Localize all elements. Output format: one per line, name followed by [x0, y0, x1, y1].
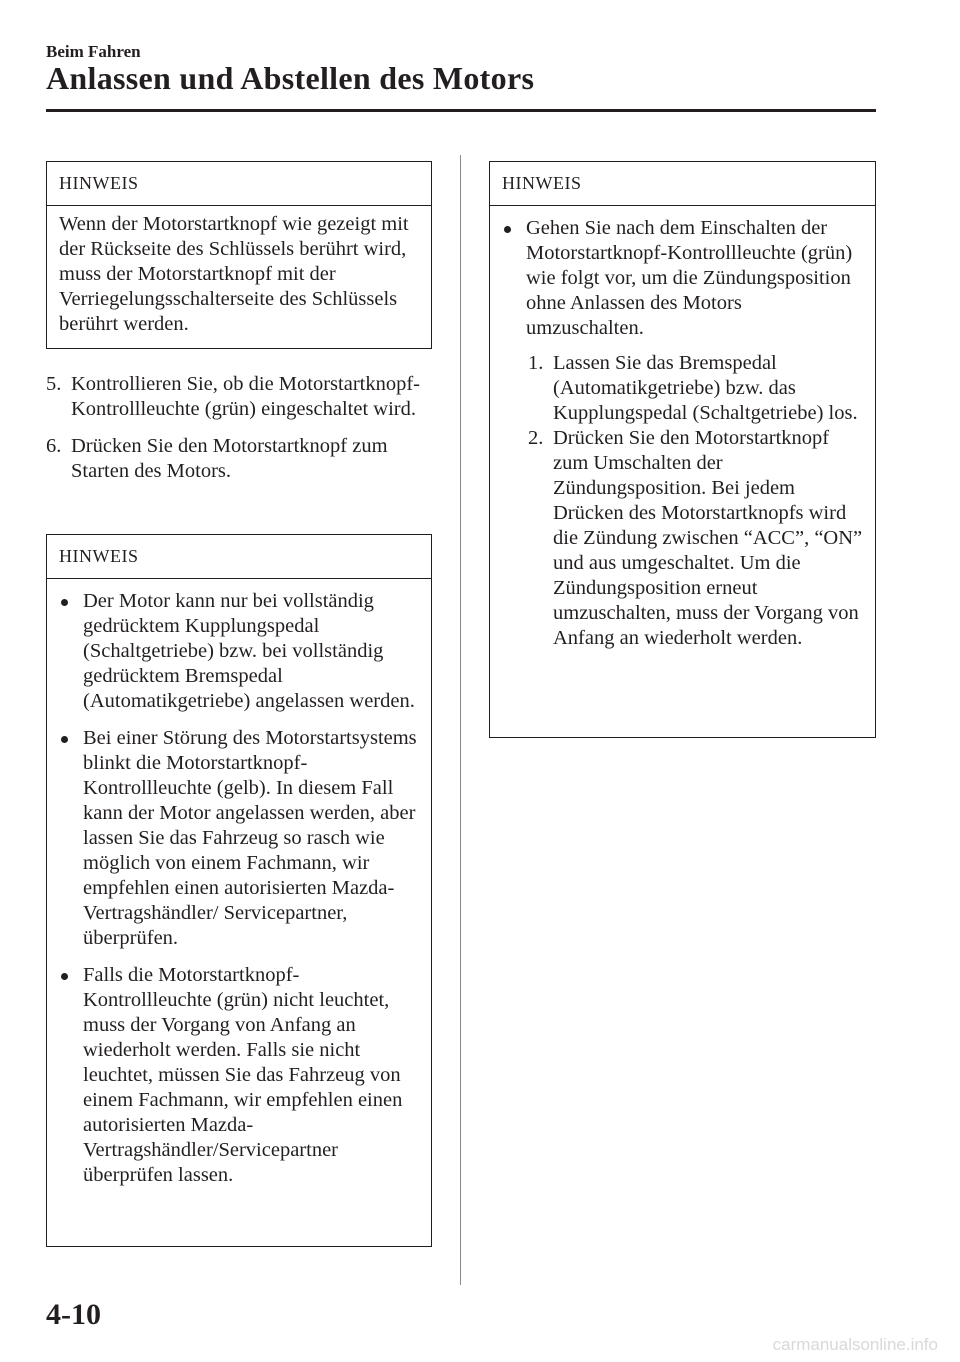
step-number: 6.: [46, 435, 62, 457]
step-item: [46, 372, 436, 422]
page-number: 4-10: [46, 1298, 101, 1331]
step-number: 1.: [528, 352, 544, 374]
step-text: Kontrollieren Sie, ob die Motorstartknopf-Kontrollleuchte (grün) eingeschaltet wird.: [71, 373, 421, 420]
bullet-text: Falls die Motorstartknopf-Kontrollleuchte (grün) nicht leuchtet, muss der Vorgang von Anfang an wiederholt werden. Falls sie nicht leuchtet, müssen Sie das Fahrzeug von einem Fachmann, wir empfehlen einen autorisierten Mazda-Vertragshändler/Servicepartner überprüfen lassen.: [83, 964, 403, 1186]
sub-steps: [526, 351, 863, 651]
bullet-dot-icon: [61, 599, 68, 606]
note-box-ignition-switching: [489, 161, 876, 738]
note-box-start-conditions: [46, 534, 432, 1247]
column-divider: [460, 155, 461, 1285]
step-number: 2.: [528, 427, 544, 449]
step-text: Drücken Sie den Motorstartknopf zum Starten des Motors.: [71, 435, 388, 482]
bullet-item: [59, 589, 419, 714]
title-rule: [46, 109, 876, 112]
bullet-dot-icon: [61, 973, 68, 980]
bullet-text: Bei einer Störung des Motorstartsystems blinkt die Motorstartknopf-Kontrollleuchte (gelb). In diesem Fall kann der Motor angelassen werden, aber lassen Sie das Fahrzeug so rasch wie möglich von einem Fachmann, wir empfehlen einen autorisierten Mazda-Vertragshändler/ Servicepartner, überprüfen.: [83, 727, 417, 949]
step-item: [528, 351, 863, 426]
step-item: [528, 426, 863, 651]
bullet-item: [59, 726, 419, 951]
step-text: Lassen Sie das Bremspedal (Automatikgetriebe) bzw. das Kupplungspedal (Schaltgetriebe) los.: [553, 352, 858, 424]
bullet-dot-icon: [504, 226, 511, 233]
note-heading: HINWEIS: [47, 535, 431, 579]
section-label: Beim Fahren: [46, 42, 141, 61]
bullet-text: Gehen Sie nach dem Einschalten der Motorstartknopf-Kontrollleuchte (grün) wie folgt vor, um die Zündungsposition ohne Anlassen des Motors umzuschalten.: [526, 217, 853, 339]
page-title: Anlassen und Abstellen des Motors: [46, 60, 535, 96]
watermark: carmanualsonline.info: [772, 1335, 938, 1354]
note-heading: HINWEIS: [490, 162, 875, 206]
bullet-item: [59, 963, 419, 1188]
note-box-key-touch: [46, 161, 432, 349]
step-item: [46, 434, 436, 484]
step-number: 5.: [46, 373, 62, 395]
procedure-steps: [46, 372, 436, 496]
bullet-item: [502, 216, 863, 651]
step-text: Drücken Sie den Motorstartknopf zum Umschalten der Zündungsposition. Bei jedem Drücken des Motorstartknopfs wird die Zündung zwischen “ACC”, “ON” und aus umgeschaltet. Um die Zündungsposition erneut umzuschalten, muss der Vorgang von Anfang an wiederholt werden.: [553, 427, 863, 649]
bullet-text: Der Motor kann nur bei vollständig gedrücktem Kupplungspedal (Schaltgetriebe) bzw. bei vollständig gedrücktem Bremspedal (Automatikgetriebe) angelassen werden.: [83, 590, 415, 712]
note-heading: HINWEIS: [47, 162, 431, 206]
note-text: Wenn der Motorstartknopf wie gezeigt mit der Rückseite des Schlüssels berührt wird, muss der Motorstartknopf mit der Verriegelungsschalterseite des Schlüssels berührt werden.: [59, 213, 409, 335]
bullet-dot-icon: [61, 736, 68, 743]
